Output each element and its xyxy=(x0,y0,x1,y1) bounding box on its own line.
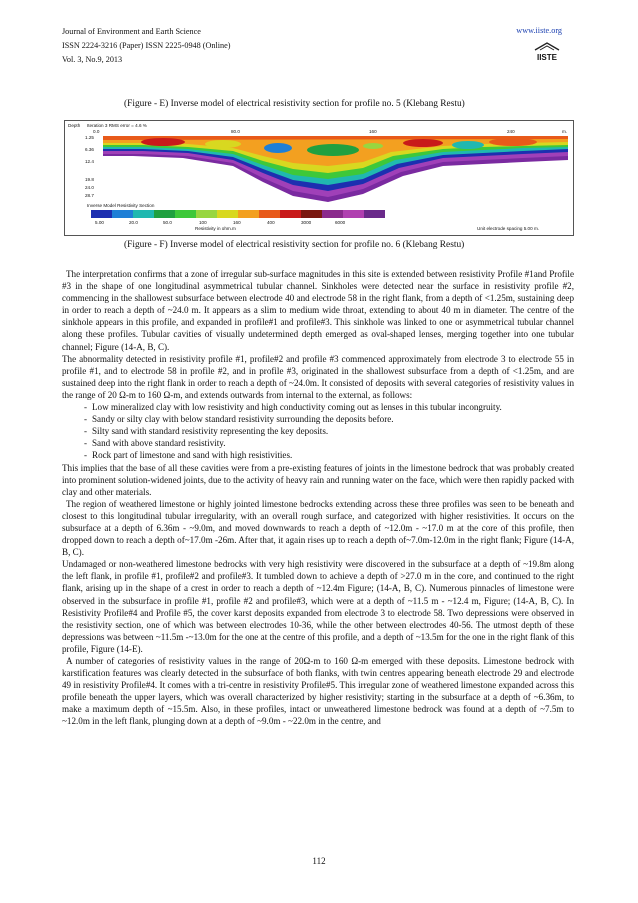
iiste-logo xyxy=(532,40,562,62)
depth-label: Depth xyxy=(68,123,81,128)
section-title: Inverse Model Resistivity Section xyxy=(87,203,155,208)
journal-name: Journal of Environment and Earth Science xyxy=(62,27,201,36)
scale-value-3: 100 xyxy=(199,220,207,225)
scale-value-7: 6000 xyxy=(335,220,346,225)
list-item: - Rock part of limestone and sand with high resistivities. xyxy=(84,450,293,461)
scale-swatch xyxy=(112,210,133,218)
list-item-text: Sandy or silty clay with below standard resistivity surrounding the deposits before. xyxy=(92,414,394,425)
paragraph: Undamaged or non-weathered limestone bedrocks with very high resistivity were discovered in the subsurface at a depth of ~19.8m along the left flank, in profile #1, profile#2 and profile#3. It tumbled down to achieve a depth of >27.0 m in the core, and continued to the right flank, arising up in the shape of a crest in order to reach a depth of ~12.4m Figure; (14-A, B, C). Numerous pinnacles of limestone were observed in the subsurface in profile #1, profile #2 and profile#3, which were at a depth of ~11.5 m - ~12.4 m, Figure; (14-A, B, C). In Resistivity Profile#4 and Profile #5, the cover karst deposits expanded from electrode 3 to electrode 58. Two depressions were observed in the resistivity section, one of which was between electrodes 10-36, while the other between electrodes 40-56. The utmost depth of these depressions was between ~11.5m -~13.0m for the one at the centre of this profile, and a depth of ~13.5m for the one in the right flank of this profile, Figure (14-E). xyxy=(62,559,574,654)
scale-swatch xyxy=(133,210,154,218)
scale-value-4: 160 xyxy=(233,220,241,225)
scale-value-5: 400 xyxy=(267,220,275,225)
logo-text: IISTE xyxy=(536,53,558,62)
resistivity-section-image xyxy=(103,136,568,204)
list-item-text: Rock part of limestone and sand with high resistivities. xyxy=(92,450,293,461)
scale-value-1: 20.0 xyxy=(129,220,138,225)
scale-unit: Resistivity in ohm.m xyxy=(195,226,236,231)
list-item-text: Silty sand with standard resistivity representing the key deposits. xyxy=(92,426,329,437)
scale-value-6: 3000 xyxy=(301,220,312,225)
list-item-text: Low mineralized clay with low resistivity and high conductivity coming out as lenses in this tubular incongruity. xyxy=(92,402,502,413)
scale-swatch xyxy=(322,210,343,218)
scale-swatch xyxy=(154,210,175,218)
depth-tick-5: 28.7 xyxy=(85,193,94,198)
scale-swatch xyxy=(238,210,259,218)
list-item: - Sandy or silty clay with below standard resistivity surrounding the deposits before. xyxy=(84,414,394,425)
x-tick-0: 0.0 xyxy=(93,129,100,134)
x-tick-2: 160 xyxy=(369,129,377,134)
depth-tick-3: 19.8 xyxy=(85,177,94,182)
depth-tick-0: 1.25 xyxy=(85,135,94,140)
x-tick-3: 240 xyxy=(507,129,515,134)
deposit-list xyxy=(62,401,574,461)
paragraph: This implies that the base of all these cavities were from a pre-existing features of joints in the limestone bedrock that was probably created into prominent solution-widened joints, due to the activity of heavy rain and running water on the face, which were then rapidly packed with clay and other materials. xyxy=(62,462,574,497)
scale-swatch xyxy=(343,210,364,218)
list-item: - Silty sand with standard resistivity representing the key deposits. xyxy=(84,426,329,437)
depth-tick-1: 6.36 xyxy=(85,147,94,152)
depth-tick-2: 12.4 xyxy=(85,159,94,164)
journal-url[interactable]: www.iiste.org xyxy=(516,26,562,35)
paragraph: A number of categories of resistivity values in the range of 20Ω-m to 160 Ω-m emerged with these deposits. Limestone bedrock with karstification features was clearly detected in the subsurface of both flanks, with twin centres appearing beneath electrode 29 and electrode 49 in resistivity Profile#4. It comes with a tri-centre in resistivity Profile#5. This irregular zone of weathered limestone expanded across this profile beneath the upper layers, which was overall characterized by higher resistivity; starting in the subsurface at a depth of ~6.36m, to make a maximum depth of ~15.5m. Also, in these profiles, intact or unweathered limestone bedrock was found at a depth of ~7.5m to ~12.0m in the left flank, plunging down at a depth of ~9.0m - ~22.0m in the centre, and xyxy=(62,656,574,727)
list-item-text: Sand with above standard resistivity. xyxy=(92,438,226,449)
paragraph: The abnormality detected in resistivity profile #1, profile#2 and profile #3 commenced approximately from electrode 3 to electrode 55 in profile #1, and to electrode 58 in profile #2, and in profile #3, originated in the shallowest subsurface from a depth of <1.25m, and are sustained deep into the right flank in order to reach a depth of ~24.0m. It consisted of deposits with several categories of resistivity values in the range of 20 Ω-m to 160 Ω-m, and extends outwards from internal to the external, as follows: xyxy=(62,353,574,400)
resistivity-color-scale xyxy=(91,210,385,218)
figure-f-caption: (Figure - F) Inverse model of electrical resistivity section for profile no. 6 (Klebang Restu) xyxy=(124,240,465,250)
x-tick-1: 80.0 xyxy=(231,129,240,134)
scale-value-0: 5.00 xyxy=(95,220,104,225)
scale-swatch xyxy=(364,210,385,218)
scale-swatch xyxy=(217,210,238,218)
scale-swatch xyxy=(91,210,112,218)
list-item: - Sand with above standard resistivity. xyxy=(84,438,226,449)
x-unit: m. xyxy=(562,129,568,134)
journal-issn: ISSN 2224-3216 (Paper) ISSN 2225-0948 (Online) xyxy=(62,41,231,50)
scale-swatch xyxy=(280,210,301,218)
journal-volume: Vol. 3, No.9, 2013 xyxy=(62,55,123,64)
scale-swatch xyxy=(175,210,196,218)
scale-swatch xyxy=(196,210,217,218)
depth-tick-4: 24.0 xyxy=(85,185,94,190)
electrode-spacing: Unit electrode spacing 5.00 m. xyxy=(477,226,540,231)
scale-swatch xyxy=(301,210,322,218)
figure-e-caption: (Figure - E) Inverse model of electrical resistivity section for profile no. 5 (Klebang Restu) xyxy=(124,99,465,109)
resistivity-section-figure xyxy=(64,120,574,236)
scale-swatch xyxy=(259,210,280,218)
paragraph: The region of weathered limestone or highly jointed limestone bedrocks extending across these three profiles was seen to be beneath and closest to this longitudinal tubular irregularity, with an overall rough surface, and categorized with higher resistivities. It occurs on the subsurface at a depth of 6.36m - ~9.0m, and moved downwards to reach a depth of ~12.0m - ~17.0 m at the core of this profile, then dropped down to reach a depth of~17.0m -26m. After that, it again rises up to reach a depth of~7.0m-12.0m in the right flank; Figure (14-A, B, C). xyxy=(62,498,574,558)
paragraph: The interpretation confirms that a zone of irregular sub-surface magnitudes in this site is extended between resistivity Profile #1and Profile #3 in the shape of one longitudinal asymmetrical tubular channel. Sinkholes were detected near the surface in resistivity profile #2, commencing in the shallowest subsurface between electrode 40 and electrode 58 in the right flank, from a depth of <1.25m, sustaining deep in order to reach a depth of ~24.0 m. It appears as a slim to medium wide throat, extending to about 40 m in diameter. The centre of the sinkhole appears in this profile, and expanded in profile#1 and profile#3. This sinkhole was linked to one or asymmetrical tubular channel along these profiles. Tubular cavities of visually undetermined depth emerged as oval-shaped lenses, merging together into one tubular channel; Figure (14-A, B, C). xyxy=(62,269,574,352)
list-item: - Low mineralized clay with low resistivity and high conductivity coming out as lenses in this tubular incongruity. xyxy=(84,402,502,413)
scale-value-2: 50.0 xyxy=(163,220,172,225)
page-number: 112 xyxy=(312,856,326,866)
article-body xyxy=(62,268,574,728)
iteration-label: Iteration 3 RMS error = 4.6 % xyxy=(87,123,147,128)
